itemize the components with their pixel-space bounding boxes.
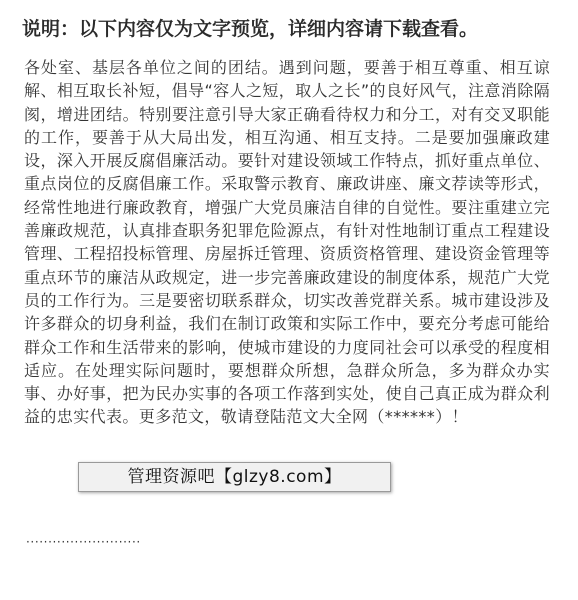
document-body bbox=[24, 56, 550, 429]
preview-notice: 说明：以下内容仅为文字预览，详细内容请下载查看。 bbox=[22, 18, 479, 40]
watermark-banner: 管理资源吧【glzy8.com】 bbox=[78, 462, 391, 492]
dotted-separator: ·························· bbox=[26, 535, 141, 549]
body-paragraph: 各处室、基层各单位之间的团结。遇到问题，要善于相互尊重、相互谅解、相互取长补短，倡导“容人之短，取人之长”的良好风气，注意消除隔阂，增进团结。特别要注意引导大家正确看待权力和分工，对有交叉职能的工作，要善于从大局出发，相互沟通、相互支持。二是要加强廉政建设，深入开展反腐倡廉活动。要针对建设领域工作特点，抓好重点单位、重点岗位的反腐倡廉工作。采取警示教育、廉政讲座、廉文荐读等形式，经常性地进行廉政教育，增强广大党员廉洁自律的自觉性。要注重建立完善廉政规范，认真排查职务犯罪危险源点，有针对性地制订重点工程建设管理、工程招投标管理、房屋拆迁管理、资质资格管理、建设资金管理等重点环节的廉洁从政规定，进一步完善廉政建设的制度体系，规范广大党员的工作行为。三是要密切联系群众，切实改善党群关系。城市建设涉及许多群众的切身利益，我们在制订政策和实际工作中，要充分考虑可能给群众工作和生活带来的影响，使城市建设的力度同社会可以承受的程度相适应。在处理实际问题时，要想群众所想，急群众所急，多为群众办实事、办好事，把为民办实事的各项工作落到实处，使自己真正成为群众利益的忠实代表。更多范文，敬请登陆范文大全网（******）！ bbox=[24, 58, 550, 427]
